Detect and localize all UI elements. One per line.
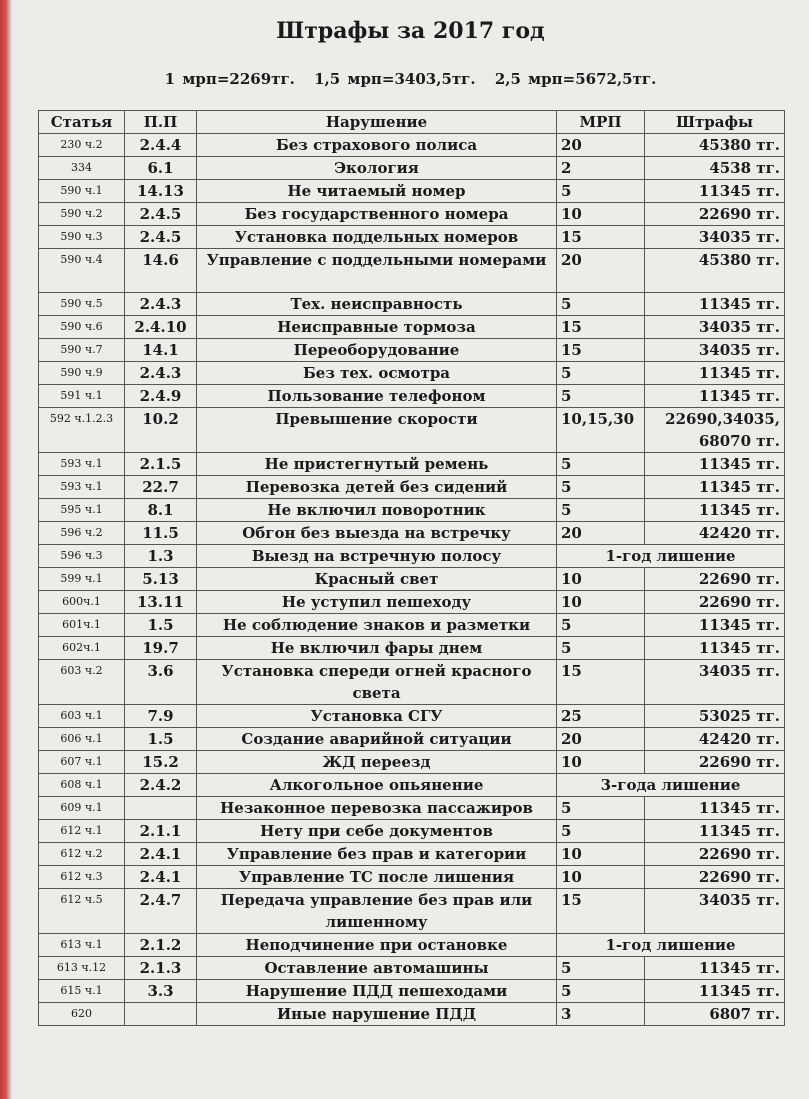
table-row xyxy=(39,385,785,408)
cell-pp: 1.5 xyxy=(125,614,197,637)
cell-article: 590 ч.2 xyxy=(39,203,125,226)
cell-fine: 22690 тг. xyxy=(645,866,785,889)
cell-violation: Установка поддельных номеров xyxy=(197,226,557,249)
cell-article: 613 ч.12 xyxy=(39,957,125,980)
cell-article: 590 ч.3 xyxy=(39,226,125,249)
table-row xyxy=(39,226,785,249)
cell-fine: 42420 тг. xyxy=(645,522,785,545)
table-row xyxy=(39,499,785,522)
cell-penalty-merged: 1-год лишение xyxy=(557,934,785,957)
cell-violation: Выезд на встречную полосу xyxy=(197,545,557,568)
cell-violation: Экология xyxy=(197,157,557,180)
cell-mrp: 10 xyxy=(557,591,645,614)
cell-mrp: 5 xyxy=(557,980,645,1003)
table-row xyxy=(39,522,785,545)
cell-mrp: 10,15,30 xyxy=(557,408,645,453)
cell-pp: 8.1 xyxy=(125,499,197,522)
table-row xyxy=(39,751,785,774)
cell-article: 602ч.1 xyxy=(39,637,125,660)
cell-mrp: 5 xyxy=(557,957,645,980)
cell-fine: 42420 тг. xyxy=(645,728,785,751)
table-row xyxy=(39,889,785,934)
mrp-rates xyxy=(12,70,809,88)
cell-violation: Нету при себе документов xyxy=(197,820,557,843)
header-pp: П.П xyxy=(125,111,197,134)
cell-article: 612 ч.3 xyxy=(39,866,125,889)
cell-pp: 13.11 xyxy=(125,591,197,614)
cell-fine: 45380 тг. xyxy=(645,249,785,293)
cell-mrp: 10 xyxy=(557,843,645,866)
cell-article: 590 ч.5 xyxy=(39,293,125,316)
cell-violation: Без тех. осмотра xyxy=(197,362,557,385)
cell-mrp: 5 xyxy=(557,453,645,476)
cell-mrp: 5 xyxy=(557,637,645,660)
cell-fine: 11345 тг. xyxy=(645,820,785,843)
cell-mrp: 10 xyxy=(557,751,645,774)
cell-mrp: 5 xyxy=(557,499,645,522)
cell-article: 334 xyxy=(39,157,125,180)
cell-violation: Не пристегнутый ремень xyxy=(197,453,557,476)
cell-mrp: 5 xyxy=(557,476,645,499)
cell-violation: Управление с поддельными номерами xyxy=(197,249,557,293)
cell-fine: 11345 тг. xyxy=(645,385,785,408)
cell-pp: 1.3 xyxy=(125,545,197,568)
cell-fine: 22690 тг. xyxy=(645,751,785,774)
table-row xyxy=(39,180,785,203)
table-row xyxy=(39,339,785,362)
cell-article: 609 ч.1 xyxy=(39,797,125,820)
cell-fine: 34035 тг. xyxy=(645,226,785,249)
cell-violation: ЖД переезд xyxy=(197,751,557,774)
cell-article: 596 ч.3 xyxy=(39,545,125,568)
table-row xyxy=(39,362,785,385)
cell-fine: 11345 тг. xyxy=(645,980,785,1003)
fines-table-body xyxy=(39,134,785,1026)
cell-article: 608 ч.1 xyxy=(39,774,125,797)
cell-mrp: 5 xyxy=(557,180,645,203)
table-row xyxy=(39,980,785,1003)
cell-pp: 2.1.1 xyxy=(125,820,197,843)
table-row xyxy=(39,637,785,660)
header-article: Статья xyxy=(39,111,125,134)
cell-mrp: 20 xyxy=(557,134,645,157)
table-row xyxy=(39,249,785,293)
cell-pp: 2.4.3 xyxy=(125,362,197,385)
cell-mrp: 25 xyxy=(557,705,645,728)
table-row xyxy=(39,1003,785,1026)
cell-article: 590 ч.9 xyxy=(39,362,125,385)
cell-mrp: 20 xyxy=(557,249,645,293)
cell-fine: 22690 тг. xyxy=(645,591,785,614)
cell-fine: 11345 тг. xyxy=(645,797,785,820)
cell-fine: 22690,34035, 68070 тг. xyxy=(645,408,785,453)
cell-pp: 5.13 xyxy=(125,568,197,591)
cell-article: 593 ч.1 xyxy=(39,476,125,499)
cell-violation: Установка СГУ xyxy=(197,705,557,728)
cell-mrp: 5 xyxy=(557,293,645,316)
cell-article: 603 ч.1 xyxy=(39,705,125,728)
table-row xyxy=(39,797,785,820)
cell-article: 593 ч.1 xyxy=(39,453,125,476)
cell-pp xyxy=(125,797,197,820)
cell-mrp: 15 xyxy=(557,339,645,362)
cell-pp: 14.6 xyxy=(125,249,197,293)
cell-fine: 11345 тг. xyxy=(645,499,785,522)
table-row xyxy=(39,843,785,866)
cell-violation: Обгон без выезда на встречку xyxy=(197,522,557,545)
cell-article: 590 ч.6 xyxy=(39,316,125,339)
cell-mrp: 5 xyxy=(557,797,645,820)
cell-mrp: 15 xyxy=(557,316,645,339)
rate-3: 2,5 мрп=5672,5тг. xyxy=(494,70,657,88)
cell-article: 591 ч.1 xyxy=(39,385,125,408)
cell-article: 590 ч.1 xyxy=(39,180,125,203)
cell-pp: 2.4.5 xyxy=(125,226,197,249)
cell-violation: Передача управление без прав или лишенному xyxy=(197,889,557,934)
cell-violation: Создание аварийной ситуации xyxy=(197,728,557,751)
header-mrp: МРП xyxy=(557,111,645,134)
cell-pp: 6.1 xyxy=(125,157,197,180)
rate-2: 1,5 мрп=3403,5тг. xyxy=(314,70,476,88)
cell-fine: 11345 тг. xyxy=(645,614,785,637)
cell-violation: Превышение скорости xyxy=(197,408,557,453)
table-row xyxy=(39,157,785,180)
cell-fine: 11345 тг. xyxy=(645,453,785,476)
cell-penalty-merged: 1-год лишение xyxy=(557,545,785,568)
cell-article: 595 ч.1 xyxy=(39,499,125,522)
cell-pp: 3.3 xyxy=(125,980,197,1003)
cell-mrp: 20 xyxy=(557,522,645,545)
table-header-row xyxy=(39,111,785,134)
table-row xyxy=(39,934,785,957)
cell-fine: 34035 тг. xyxy=(645,660,785,705)
page-left-edge xyxy=(0,0,12,1099)
cell-mrp: 15 xyxy=(557,889,645,934)
cell-article: 590 ч.4 xyxy=(39,249,125,293)
cell-pp: 11.5 xyxy=(125,522,197,545)
cell-penalty-merged: 3-года лишение xyxy=(557,774,785,797)
cell-article: 612 ч.2 xyxy=(39,843,125,866)
table-row xyxy=(39,316,785,339)
cell-fine: 22690 тг. xyxy=(645,843,785,866)
cell-pp: 2.4.5 xyxy=(125,203,197,226)
cell-fine: 11345 тг. xyxy=(645,476,785,499)
cell-article: 612 ч.5 xyxy=(39,889,125,934)
cell-pp: 2.4.1 xyxy=(125,866,197,889)
header-fine: Штрафы xyxy=(645,111,785,134)
cell-article: 596 ч.2 xyxy=(39,522,125,545)
cell-fine: 34035 тг. xyxy=(645,316,785,339)
cell-violation: Без страхового полиса xyxy=(197,134,557,157)
cell-article: 606 ч.1 xyxy=(39,728,125,751)
cell-pp: 2.1.2 xyxy=(125,934,197,957)
cell-pp: 14.1 xyxy=(125,339,197,362)
cell-pp: 2.4.4 xyxy=(125,134,197,157)
cell-violation: Нарушение ПДД пешеходами xyxy=(197,980,557,1003)
cell-pp: 7.9 xyxy=(125,705,197,728)
cell-fine: 4538 тг. xyxy=(645,157,785,180)
cell-pp: 2.1.3 xyxy=(125,957,197,980)
cell-fine: 11345 тг. xyxy=(645,293,785,316)
cell-violation: Незаконное перевозка пассажиров xyxy=(197,797,557,820)
table-row xyxy=(39,293,785,316)
cell-mrp: 5 xyxy=(557,362,645,385)
cell-pp: 1.5 xyxy=(125,728,197,751)
cell-mrp: 5 xyxy=(557,385,645,408)
cell-fine: 11345 тг. xyxy=(645,180,785,203)
cell-pp: 2.1.5 xyxy=(125,453,197,476)
cell-violation: Не включил поворотник xyxy=(197,499,557,522)
table-row xyxy=(39,568,785,591)
cell-pp xyxy=(125,1003,197,1026)
document-title: Штрафы за 2017 год xyxy=(276,18,545,44)
cell-pp: 10.2 xyxy=(125,408,197,453)
cell-fine: 6807 тг. xyxy=(645,1003,785,1026)
cell-violation: Алкогольное опьянение xyxy=(197,774,557,797)
cell-violation: Не соблюдение знаков и разметки xyxy=(197,614,557,637)
cell-violation: Переоборудование xyxy=(197,339,557,362)
cell-pp: 2.4.10 xyxy=(125,316,197,339)
table-row xyxy=(39,545,785,568)
cell-violation: Управление ТС после лишения xyxy=(197,866,557,889)
cell-mrp: 3 xyxy=(557,1003,645,1026)
cell-mrp: 10 xyxy=(557,203,645,226)
table-row xyxy=(39,591,785,614)
cell-mrp: 15 xyxy=(557,660,645,705)
cell-pp: 15.2 xyxy=(125,751,197,774)
cell-pp: 22.7 xyxy=(125,476,197,499)
cell-article: 612 ч.1 xyxy=(39,820,125,843)
fines-table xyxy=(38,110,785,1026)
cell-pp: 14.13 xyxy=(125,180,197,203)
cell-violation: Не уступил пешеходу xyxy=(197,591,557,614)
table-row xyxy=(39,820,785,843)
cell-article: 603 ч.2 xyxy=(39,660,125,705)
cell-article: 607 ч.1 xyxy=(39,751,125,774)
table-row xyxy=(39,728,785,751)
cell-pp: 2.4.3 xyxy=(125,293,197,316)
cell-violation: Управление без прав и категории xyxy=(197,843,557,866)
cell-pp: 3.6 xyxy=(125,660,197,705)
table-row xyxy=(39,453,785,476)
cell-pp: 2.4.7 xyxy=(125,889,197,934)
cell-fine: 11345 тг. xyxy=(645,362,785,385)
table-row xyxy=(39,614,785,637)
table-row xyxy=(39,408,785,453)
cell-fine: 11345 тг. xyxy=(645,957,785,980)
cell-mrp: 20 xyxy=(557,728,645,751)
cell-pp: 2.4.1 xyxy=(125,843,197,866)
cell-fine: 11345 тг. xyxy=(645,637,785,660)
cell-fine: 22690 тг. xyxy=(645,568,785,591)
cell-article: 600ч.1 xyxy=(39,591,125,614)
header-violation: Нарушение xyxy=(197,111,557,134)
cell-mrp: 15 xyxy=(557,226,645,249)
cell-fine: 45380 тг. xyxy=(645,134,785,157)
table-row xyxy=(39,866,785,889)
cell-violation: Перевозка детей без сидений xyxy=(197,476,557,499)
table-row xyxy=(39,705,785,728)
cell-violation: Не читаемый номер xyxy=(197,180,557,203)
cell-violation: Оставление автомашины xyxy=(197,957,557,980)
cell-pp: 19.7 xyxy=(125,637,197,660)
cell-fine: 22690 тг. xyxy=(645,203,785,226)
cell-violation: Тех. неисправность xyxy=(197,293,557,316)
cell-fine: 34035 тг. xyxy=(645,889,785,934)
cell-fine: 34035 тг. xyxy=(645,339,785,362)
cell-violation: Не включил фары днем xyxy=(197,637,557,660)
cell-mrp: 5 xyxy=(557,614,645,637)
cell-article: 620 xyxy=(39,1003,125,1026)
cell-article: 613 ч.1 xyxy=(39,934,125,957)
cell-mrp: 10 xyxy=(557,568,645,591)
cell-violation: Иные нарушение ПДД xyxy=(197,1003,557,1026)
table-row xyxy=(39,203,785,226)
cell-article: 601ч.1 xyxy=(39,614,125,637)
cell-pp: 2.4.9 xyxy=(125,385,197,408)
table-row xyxy=(39,476,785,499)
cell-article: 230 ч.2 xyxy=(39,134,125,157)
table-row xyxy=(39,134,785,157)
cell-violation: Неисправные тормоза xyxy=(197,316,557,339)
cell-violation: Без государственного номера xyxy=(197,203,557,226)
cell-mrp: 5 xyxy=(557,820,645,843)
cell-pp: 2.4.2 xyxy=(125,774,197,797)
table-row xyxy=(39,660,785,705)
cell-article: 590 ч.7 xyxy=(39,339,125,362)
cell-mrp: 2 xyxy=(557,157,645,180)
table-row xyxy=(39,957,785,980)
cell-violation: Пользование телефоном xyxy=(197,385,557,408)
rate-1: 1 мрп=2269тг. xyxy=(164,70,295,88)
cell-violation: Красный свет xyxy=(197,568,557,591)
table-row xyxy=(39,774,785,797)
cell-mrp: 10 xyxy=(557,866,645,889)
document-sheet xyxy=(12,0,809,1099)
cell-article: 615 ч.1 xyxy=(39,980,125,1003)
cell-article: 592 ч.1.2.3 xyxy=(39,408,125,453)
cell-violation: Установка спереди огней красного света xyxy=(197,660,557,705)
cell-violation: Неподчинение при остановке xyxy=(197,934,557,957)
cell-fine: 53025 тг. xyxy=(645,705,785,728)
cell-article: 599 ч.1 xyxy=(39,568,125,591)
